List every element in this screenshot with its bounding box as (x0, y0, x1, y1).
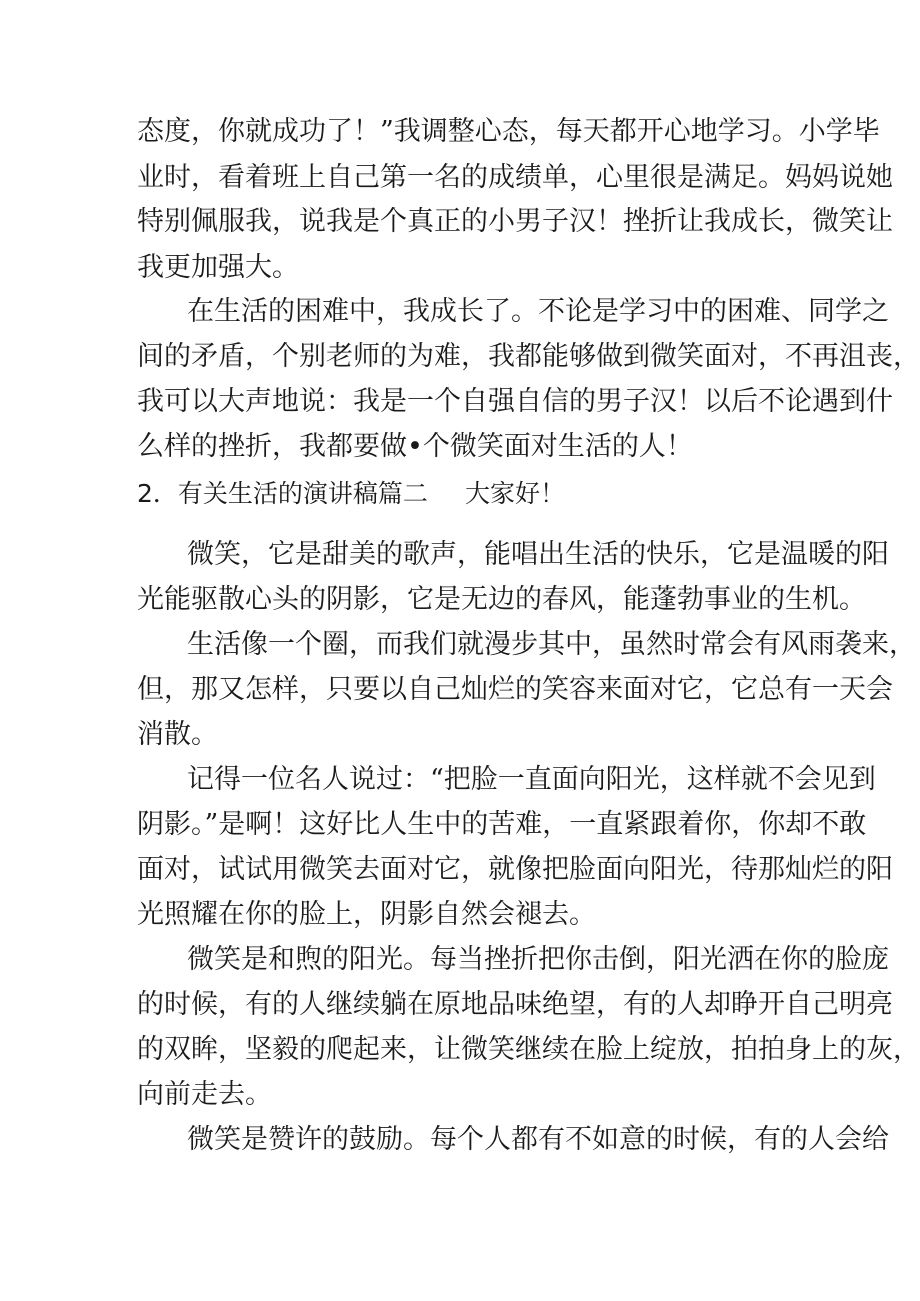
section-title: 2．有关生活的演讲稿篇二 (137, 479, 428, 508)
paragraph-line: 消散。 (137, 719, 218, 750)
paragraph-line: 在生活的困难中，我成长了。不论是学习中的困难、同学之 (187, 296, 889, 327)
paragraph-line: 特别佩服我，说我是个真正的小男子汉！挫折让我成长，微笑让 (137, 206, 893, 237)
paragraph-line: 记得一位名人说过：“把脸一直面向阳光，这样就不会见到 (187, 764, 876, 795)
paragraph-line: 阴影。”是啊！这好比人生中的苦难，一直紧跟着你，你却不敢 (137, 809, 867, 840)
paragraph-line: 向前走去。 (137, 1079, 272, 1110)
paragraph-line: 我更加强大。 (137, 252, 299, 283)
paragraph-line: 的时候，有的人继续躺在原地品味绝望，有的人却睁开自己明亮 (137, 989, 893, 1020)
paragraph-line: 微笑是和煦的阳光。每当挫折把你击倒，阳光洒在你的脸庞 (187, 944, 889, 975)
paragraph-line: 面对，试试用微笑去面对它，就像把脸面向阳光，待那灿烂的阳 (137, 854, 893, 885)
paragraph-line: 我可以大声地说：我是一个自强自信的男子汉！以后不论遇到什 (137, 386, 893, 417)
paragraph-line: 业时，看着班上自己第一名的成绩单，心里很是满足。妈妈说她 (137, 162, 893, 193)
paragraph-line: 光能驱散心头的阴影，它是无边的春风，能蓬勃事业的生机。 (137, 584, 866, 615)
paragraph-line: 微笑是赞许的鼓励。每个人都有不如意的时候，有的人会给 (187, 1124, 889, 1155)
paragraph-line: 间的矛盾，个别老师的为难，我都能够做到微笑面对，不再沮丧， (137, 341, 920, 372)
section-greeting: 大家好！ (465, 479, 566, 508)
paragraph-line: 态度，你就成功了！”我调整心态，每天都开心地学习。小学毕 (137, 116, 880, 147)
paragraph-line: 的双眸，坚毅的爬起来，让微笑继续在脸上绽放，拍拍身上的灰， (137, 1034, 920, 1065)
section-heading (137, 477, 787, 511)
paragraph-line: 生活像一个圈，而我们就漫步其中，虽然时常会有风雨袭来， (187, 629, 916, 660)
paragraph-line: 光照耀在你的脸上，阴影自然会褪去。 (137, 899, 596, 930)
paragraph-line: 么样的挫折，我都要做•个微笑面对生活的人！ (137, 431, 693, 462)
paragraph-line: 微笑，它是甜美的歌声，能唱出生活的快乐，它是温暖的阳 (187, 539, 889, 570)
paragraph-line: 但，那又怎样，只要以自己灿烂的笑容来面对它，它总有一天会 (137, 674, 893, 705)
